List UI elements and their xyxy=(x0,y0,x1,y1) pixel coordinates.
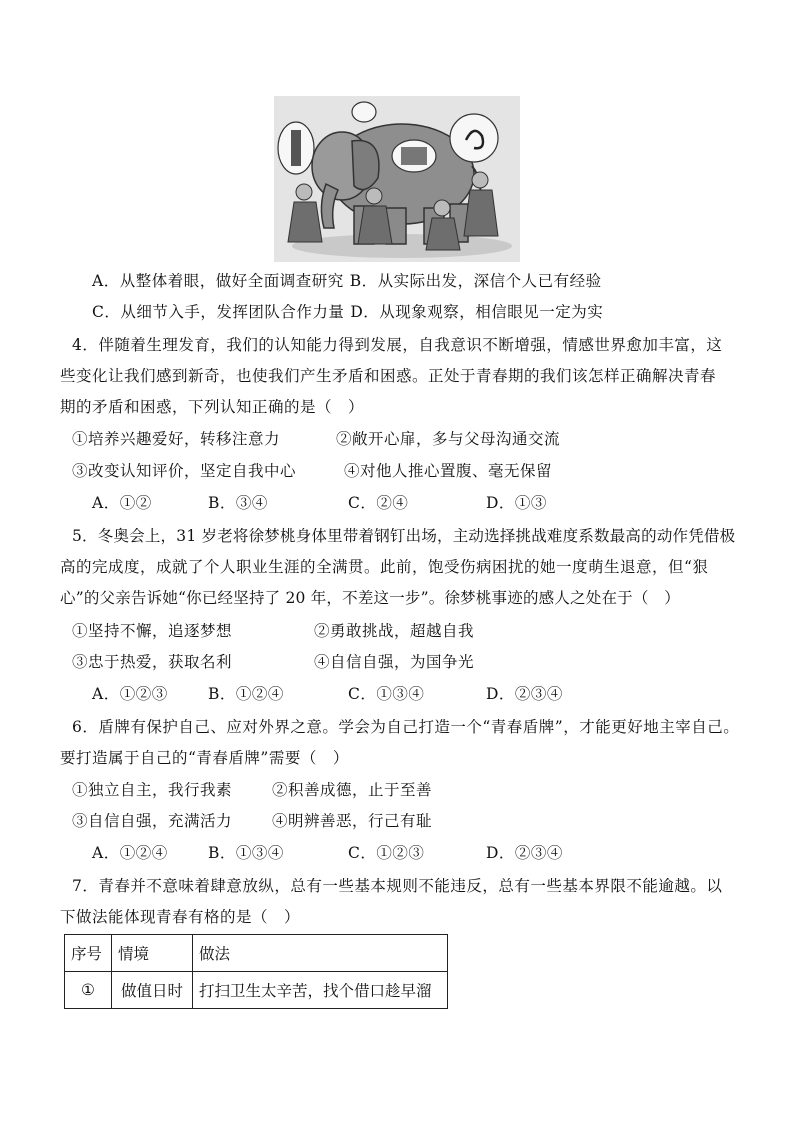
q4-stem-line-2: 些变化让我们感到新奇，也使我们产生矛盾和困惑。正处于青春期的我们该怎样正确解决青春 xyxy=(60,367,717,385)
q6-item-1: ①独立自主，我行我素 xyxy=(72,781,233,799)
blind-men-elephant-illustration xyxy=(274,96,520,262)
q6-items-row-1 xyxy=(72,780,772,800)
q5-choice-a: A．①②③ xyxy=(92,685,168,703)
q4-item-2: ②敞开心扉，多与父母沟通交流 xyxy=(336,430,561,448)
table-header-cell: 做法 xyxy=(193,935,448,972)
q5-choice-c: C．①③④ xyxy=(348,685,425,703)
q5-stem-line-1: 5．冬奥会上，31 岁老将徐梦桃身体里带着钢钉出场，主动选择挑战难度系数最高的动作凭借极 xyxy=(72,527,736,545)
q3-option-b: B．从实际出发，深信个人已有经验 xyxy=(349,272,602,290)
q3-option-c: C．从细节入手，发挥团队合作力量 xyxy=(92,303,345,321)
q4-stem-line-3: 期的矛盾和困惑，下列认知正确的是（ ） xyxy=(60,398,365,416)
q5-item-2: ②勇敢挑战，超越自我 xyxy=(314,622,475,640)
q4-item-1: ①培养兴趣爱好，转移注意力 xyxy=(72,430,281,448)
q3-option-row-1 xyxy=(92,271,602,291)
table-header-cell: 情境 xyxy=(112,935,193,972)
q4-choice-c: C．②④ xyxy=(348,494,409,512)
q4-choices xyxy=(92,493,772,513)
q4-choice-a: A．①② xyxy=(92,494,152,512)
q6-choice-a: A．①②④ xyxy=(92,844,168,862)
q4-items-row-2 xyxy=(72,461,772,481)
q4-items-row-1 xyxy=(72,429,772,449)
table-cell: ① xyxy=(65,972,112,1009)
table-header-row xyxy=(65,935,448,972)
q5-stem-line-3: 心”的父亲告诉她“你已经坚持了 20 年，不差这一步”。徐梦桃事迹的感人之处在于（ ） xyxy=(60,589,680,607)
table-cell: 做值日时 xyxy=(112,972,193,1009)
q5-items-row-2 xyxy=(72,652,772,672)
q3-option-row-2 xyxy=(92,302,603,322)
q3-option-a: A．从整体着眼，做好全面调查研究 xyxy=(92,272,344,290)
q6-choices xyxy=(92,843,772,863)
table-cell: 打扫卫生太辛苦，找个借口趁早溜 xyxy=(193,972,448,1009)
q4-item-4: ④对他人推心置腹、毫无保留 xyxy=(344,462,553,480)
q5-stem-line-2: 高的完成度，成就了个人职业生涯的全满贯。此前，饱受伤病困扰的她一度萌生退意，但“狠 xyxy=(60,558,709,576)
q6-item-2: ②积善成德，止于至善 xyxy=(272,781,433,799)
q6-stem-line-1: 6．盾牌有保护自己、应对外界之意。学会为自己打造一个“青春盾牌”，才能更好地主宰自己。 xyxy=(72,718,740,736)
q5-choice-b: B．①②④ xyxy=(208,685,284,703)
q7-table xyxy=(64,934,448,1009)
q6-choice-b: B．①③④ xyxy=(208,844,284,862)
q6-choice-d: D．②③④ xyxy=(486,844,563,862)
q4-item-3: ③改变认知评价，坚定自我中心 xyxy=(72,462,297,480)
q3-option-d: D．从现象观察，相信眼见一定为实 xyxy=(350,303,604,321)
table-row xyxy=(65,972,448,1009)
q4-choice-b: B．③④ xyxy=(208,494,268,512)
q5-items-row-1 xyxy=(72,621,772,641)
q6-item-4: ④明辨善恶，行己有耻 xyxy=(272,812,433,830)
q7-stem-line-2: 下做法能体现青春有格的是（ ） xyxy=(60,908,301,926)
q6-item-3: ③自信自强，充满活力 xyxy=(72,812,233,830)
q6-stem-line-2: 要打造属于自己的“青春盾牌”需要（ ） xyxy=(60,749,349,767)
q5-choice-d: D．②③④ xyxy=(486,685,563,703)
q5-item-4: ④自信自强，为国争光 xyxy=(314,653,475,671)
q5-choices xyxy=(92,684,772,704)
q5-item-3: ③忠于热爱，获取名利 xyxy=(72,653,233,671)
q4-choice-d: D．①③ xyxy=(486,494,547,512)
q6-items-row-2 xyxy=(72,811,772,831)
q6-choice-c: C．①②③ xyxy=(348,844,425,862)
q5-item-1: ①坚持不懈，追逐梦想 xyxy=(72,622,233,640)
table-header-cell: 序号 xyxy=(65,935,112,972)
q4-stem-line-1: 4．伴随着生理发育，我们的认知能力得到发展，自我意识不断增强，情感世界愈加丰富，这 xyxy=(72,336,723,354)
q7-stem-line-1: 7．青春并不意味着肆意放纵，总有一些基本规则不能违反，总有一些基本界限不能逾越。以 xyxy=(72,877,723,895)
